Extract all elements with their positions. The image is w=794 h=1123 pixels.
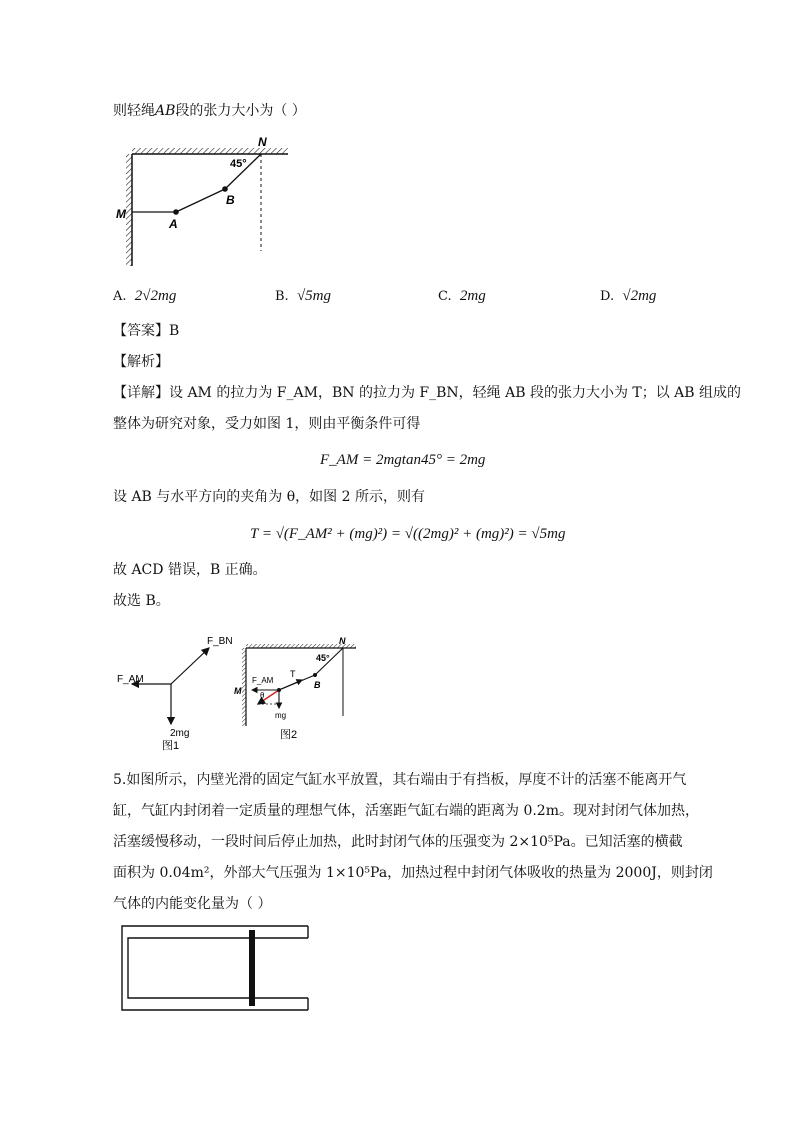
question-stem: 则轻绳AB段的张力大小为（ ） — [113, 103, 306, 119]
equation-1: F_AM = 2mgtan45° = 2mg — [320, 452, 486, 468]
detail-line-4: 故 ACD 错误，B 正确。 — [113, 562, 267, 578]
tension-arrow — [279, 680, 302, 690]
rope-ab — [176, 189, 225, 212]
equation-2: T = √(F_AM² + (mg)²) = √((2mg)² + (mg)²) = √5mg — [250, 526, 566, 542]
detail-line-1: 【详解】设 AM 的拉力为 F_AM，BN 的拉力为 F_BN，轻绳 AB 段的张力大小为 T；以 AB 组成的 — [113, 385, 742, 401]
rope-figure — [110, 133, 295, 273]
label-f-am-2: F_AM — [252, 676, 274, 685]
figure-1-caption: 图1 — [162, 740, 180, 752]
label-mg: mg — [275, 711, 287, 720]
option-b[interactable]: B. √5mg — [275, 288, 332, 304]
label-f-am: F_AM — [117, 674, 144, 685]
answer-line: 【答案】B — [113, 323, 180, 339]
angle-45-2: 45° — [316, 653, 330, 663]
piston — [249, 930, 255, 1006]
q5-line-1: 5.如图所示，内壁光滑的固定气缸水平放置，其右端由于有挡板，厚度不计的活塞不能离开气 — [113, 772, 687, 788]
force-bn-arrow — [171, 648, 209, 684]
label-n-2: N — [339, 636, 346, 646]
label-2mg: 2mg — [170, 728, 190, 739]
q5-line-4: 面积为 0.04m²，外部大气压强为 1×10⁵Pa，加热过程中封闭气体吸收的热量为 2000J，则封闭 — [113, 865, 713, 881]
q5-line-2: 缸，气缸内封闭着一定质量的理想气体，活塞距气缸右端的距离为 0.2m。现对封闭气体加热， — [113, 803, 699, 819]
force-diagram-1 — [112, 632, 237, 754]
option-d[interactable]: D. √2mg — [600, 288, 657, 304]
detail-line-2: 整体为研究对象，受力如图 1，则由平衡条件可得 — [113, 416, 421, 432]
detail-line-3: 设 AB 与水平方向的夹角为 θ，如图 2 所示，则有 — [113, 489, 425, 505]
point-a — [173, 209, 179, 215]
figure-2-caption: 图2 — [280, 729, 298, 741]
label-t: T — [290, 669, 296, 679]
cylinder-figure — [116, 922, 316, 1014]
q5-line-5: 气体的内能变化量为（ ） — [113, 896, 272, 912]
label-f-bn: F_BN — [207, 636, 233, 647]
label-m: M — [116, 207, 126, 221]
force-diagram-2 — [230, 632, 360, 744]
label-b-2: B — [314, 680, 321, 690]
label-n: N — [258, 135, 267, 149]
wall — [126, 154, 132, 266]
detail-line-5: 故选 B。 — [113, 593, 170, 609]
label-theta: θ — [260, 691, 265, 700]
label-m-2: M — [234, 686, 242, 696]
analysis-label: 【解析】 — [113, 354, 169, 370]
label-a: A — [169, 217, 178, 231]
point-b — [222, 186, 228, 192]
label-b: B — [226, 193, 235, 207]
angle-45: 45° — [230, 158, 247, 170]
option-c[interactable]: C. 2mg — [438, 288, 486, 304]
q5-line-3: 活塞缓慢移动，一段时间后停止加热，此时封闭气体的压强变为 2×10⁵Pa。已知活塞的横截 — [113, 834, 683, 850]
option-a[interactable]: A. 2√2mg — [113, 288, 177, 304]
